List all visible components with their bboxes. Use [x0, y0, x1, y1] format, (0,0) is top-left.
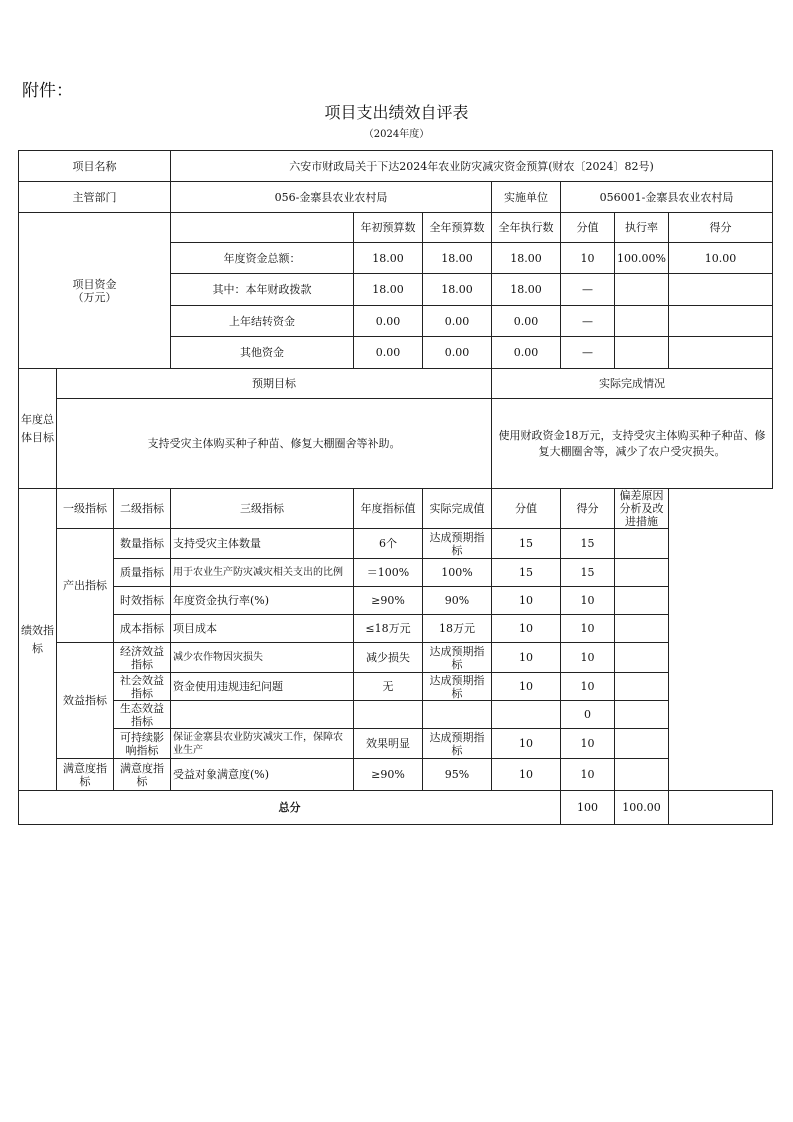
indicator-target: ≥90% [354, 759, 423, 791]
total-row [19, 791, 773, 825]
indicator-level3: 受益对象满意度(%) [171, 759, 354, 791]
indicator-level2: 成本指标 [114, 615, 171, 643]
funds-score [669, 274, 773, 306]
indicator-level2: 满意度指标 [114, 759, 171, 791]
indicators-label: 绩效指标 [19, 489, 57, 791]
indicator-weight [492, 701, 561, 729]
header-actual: 实际完成值 [423, 489, 492, 529]
goals-label: 年度总体目标 [19, 369, 57, 489]
indicator-target: ＝100% [354, 559, 423, 587]
indicator-weight: 10 [492, 587, 561, 615]
indicator-weight: 15 [492, 559, 561, 587]
funds-executed: 18.00 [492, 243, 561, 274]
indicator-level3: 项目成本 [171, 615, 354, 643]
indicator-level2: 质量指标 [114, 559, 171, 587]
indicator-level2: 可持续影响指标 [114, 729, 171, 759]
indicator-row [19, 673, 773, 701]
indicator-level3: 减少农作物因灾损失 [171, 643, 354, 673]
indicator-actual: 95% [423, 759, 492, 791]
indicator-actual: 100% [423, 559, 492, 587]
header-target: 年度指标值 [354, 489, 423, 529]
goals-header-row [19, 369, 773, 399]
project-name-label: 项目名称 [19, 151, 171, 182]
funds-annual: 0.00 [423, 306, 492, 337]
indicator-row [19, 729, 773, 759]
indicator-score: 10 [561, 587, 615, 615]
indicator-actual: 达成预期指标 [423, 643, 492, 673]
indicator-actual: 18万元 [423, 615, 492, 643]
indicator-score: 10 [561, 759, 615, 791]
indicator-row [19, 587, 773, 615]
project-name-row [19, 151, 773, 182]
indicator-actual: 90% [423, 587, 492, 615]
total-note [669, 791, 773, 825]
dept-label: 主管部门 [19, 182, 171, 213]
indicator-note [615, 759, 669, 791]
dept-row [19, 182, 773, 213]
funds-row-label: 上年结转资金 [171, 306, 354, 337]
header-level1: 一级指标 [57, 489, 114, 529]
header-note: 偏差原因分析及改进措施 [615, 489, 669, 529]
indicator-header-row [19, 489, 773, 529]
funds-header-blank [171, 213, 354, 243]
indicator-level3: 保证金寨县农业防灾减灾工作，保障农业生产 [171, 729, 354, 759]
funds-row-label: 其他资金 [171, 337, 354, 369]
group-satisfaction: 满意度指标 [57, 759, 114, 791]
indicator-note [615, 643, 669, 673]
indicator-row [19, 643, 773, 673]
funds-header-row [19, 213, 773, 243]
funds-annual: 18.00 [423, 274, 492, 306]
indicator-level2: 生态效益指标 [114, 701, 171, 729]
indicator-note [615, 587, 669, 615]
total-score: 100.00 [615, 791, 669, 825]
group-benefit: 效益指标 [57, 643, 114, 759]
unit-label: 实施单位 [492, 182, 561, 213]
indicator-target: 6个 [354, 529, 423, 559]
funds-annual: 0.00 [423, 337, 492, 369]
indicator-actual [423, 701, 492, 729]
indicator-level3 [171, 701, 354, 729]
funds-label: 项目资金 （万元） [19, 213, 171, 369]
indicator-score: 15 [561, 529, 615, 559]
evaluation-table [18, 150, 773, 825]
funds-initial: 18.00 [354, 243, 423, 274]
indicator-level3: 年度资金执行率(%) [171, 587, 354, 615]
funds-col-executed: 全年执行数 [492, 213, 561, 243]
indicator-weight: 10 [492, 643, 561, 673]
indicator-level2: 经济效益指标 [114, 643, 171, 673]
indicator-row [19, 559, 773, 587]
funds-weight: — [561, 337, 615, 369]
header-level3: 三级指标 [171, 489, 354, 529]
funds-rate [615, 306, 669, 337]
indicator-note [615, 673, 669, 701]
header-level2: 二级指标 [114, 489, 171, 529]
indicator-weight: 10 [492, 615, 561, 643]
indicator-note [615, 559, 669, 587]
dept-value: 056-金寨县农业农村局 [171, 182, 492, 213]
funds-col-weight: 分值 [561, 213, 615, 243]
indicator-score: 15 [561, 559, 615, 587]
indicator-weight: 10 [492, 729, 561, 759]
indicator-target: ≥90% [354, 587, 423, 615]
funds-col-annual: 全年预算数 [423, 213, 492, 243]
indicator-level3: 用于农业生产防灾减灾相关支出的比例 [171, 559, 354, 587]
evaluation-sheet [18, 150, 772, 825]
funds-rate [615, 337, 669, 369]
funds-score: 10.00 [669, 243, 773, 274]
indicator-note [615, 701, 669, 729]
unit-value: 056001-金寨县农业农村局 [561, 182, 773, 213]
indicator-target: 减少损失 [354, 643, 423, 673]
indicator-row [19, 529, 773, 559]
funds-rate: 100.00% [615, 243, 669, 274]
funds-score [669, 337, 773, 369]
indicator-weight: 10 [492, 673, 561, 701]
goals-expected-label: 预期目标 [57, 369, 492, 399]
indicator-score: 10 [561, 729, 615, 759]
funds-row-label: 其中：本年财政拨款 [171, 274, 354, 306]
goals-expected: 支持受灾主体购买种子种苗、修复大棚圈舍等补助。 [57, 399, 492, 489]
indicator-note [615, 729, 669, 759]
funds-executed: 0.00 [492, 306, 561, 337]
goals-actual: 使用财政资金18万元，支持受灾主体购买种子种苗、修复大棚圈舍等，减少了农户受灾损失。 [492, 399, 773, 489]
header-weight: 分值 [492, 489, 561, 529]
indicator-target: 效果明显 [354, 729, 423, 759]
indicator-actual: 达成预期指标 [423, 529, 492, 559]
funds-col-initial: 年初预算数 [354, 213, 423, 243]
attachment-label: 附件： [22, 81, 73, 101]
funds-rate [615, 274, 669, 306]
funds-initial: 0.00 [354, 306, 423, 337]
indicator-level2: 社会效益指标 [114, 673, 171, 701]
indicator-actual: 达成预期指标 [423, 673, 492, 701]
form-title: 项目支出绩效自评表 [324, 103, 469, 122]
funds-executed: 18.00 [492, 274, 561, 306]
funds-weight: — [561, 306, 615, 337]
funds-weight: 10 [561, 243, 615, 274]
total-label: 总分 [19, 791, 561, 825]
header-score: 得分 [561, 489, 615, 529]
indicator-level2: 数量指标 [114, 529, 171, 559]
indicator-score: 10 [561, 673, 615, 701]
indicator-actual: 达成预期指标 [423, 729, 492, 759]
indicator-level3: 支持受灾主体数量 [171, 529, 354, 559]
funds-annual: 18.00 [423, 243, 492, 274]
indicator-row [19, 759, 773, 791]
funds-col-rate: 执行率 [615, 213, 669, 243]
indicator-target: 无 [354, 673, 423, 701]
goals-row [19, 399, 773, 489]
indicator-score: 0 [561, 701, 615, 729]
funds-score [669, 306, 773, 337]
funds-weight: — [561, 274, 615, 306]
goals-actual-label: 实际完成情况 [492, 369, 773, 399]
funds-executed: 0.00 [492, 337, 561, 369]
indicator-score: 10 [561, 615, 615, 643]
project-name: 六安市财政局关于下达2024年农业防灾减灾资金预算(财农〔2024〕82号) [171, 151, 773, 182]
indicator-score: 10 [561, 643, 615, 673]
funds-col-score: 得分 [669, 213, 773, 243]
indicator-target: ≤18万元 [354, 615, 423, 643]
indicator-target [354, 701, 423, 729]
indicator-row [19, 701, 773, 729]
form-year: （2024年度） [363, 129, 430, 140]
indicator-row [19, 615, 773, 643]
indicator-level2: 时效指标 [114, 587, 171, 615]
indicator-note [615, 529, 669, 559]
indicator-level3: 资金使用违规违纪问题 [171, 673, 354, 701]
indicator-weight: 10 [492, 759, 561, 791]
group-output: 产出指标 [57, 529, 114, 643]
indicator-weight: 15 [492, 529, 561, 559]
funds-row-label: 年度资金总额： [171, 243, 354, 274]
funds-initial: 18.00 [354, 274, 423, 306]
funds-initial: 0.00 [354, 337, 423, 369]
total-weight: 100 [561, 791, 615, 825]
indicator-note [615, 615, 669, 643]
